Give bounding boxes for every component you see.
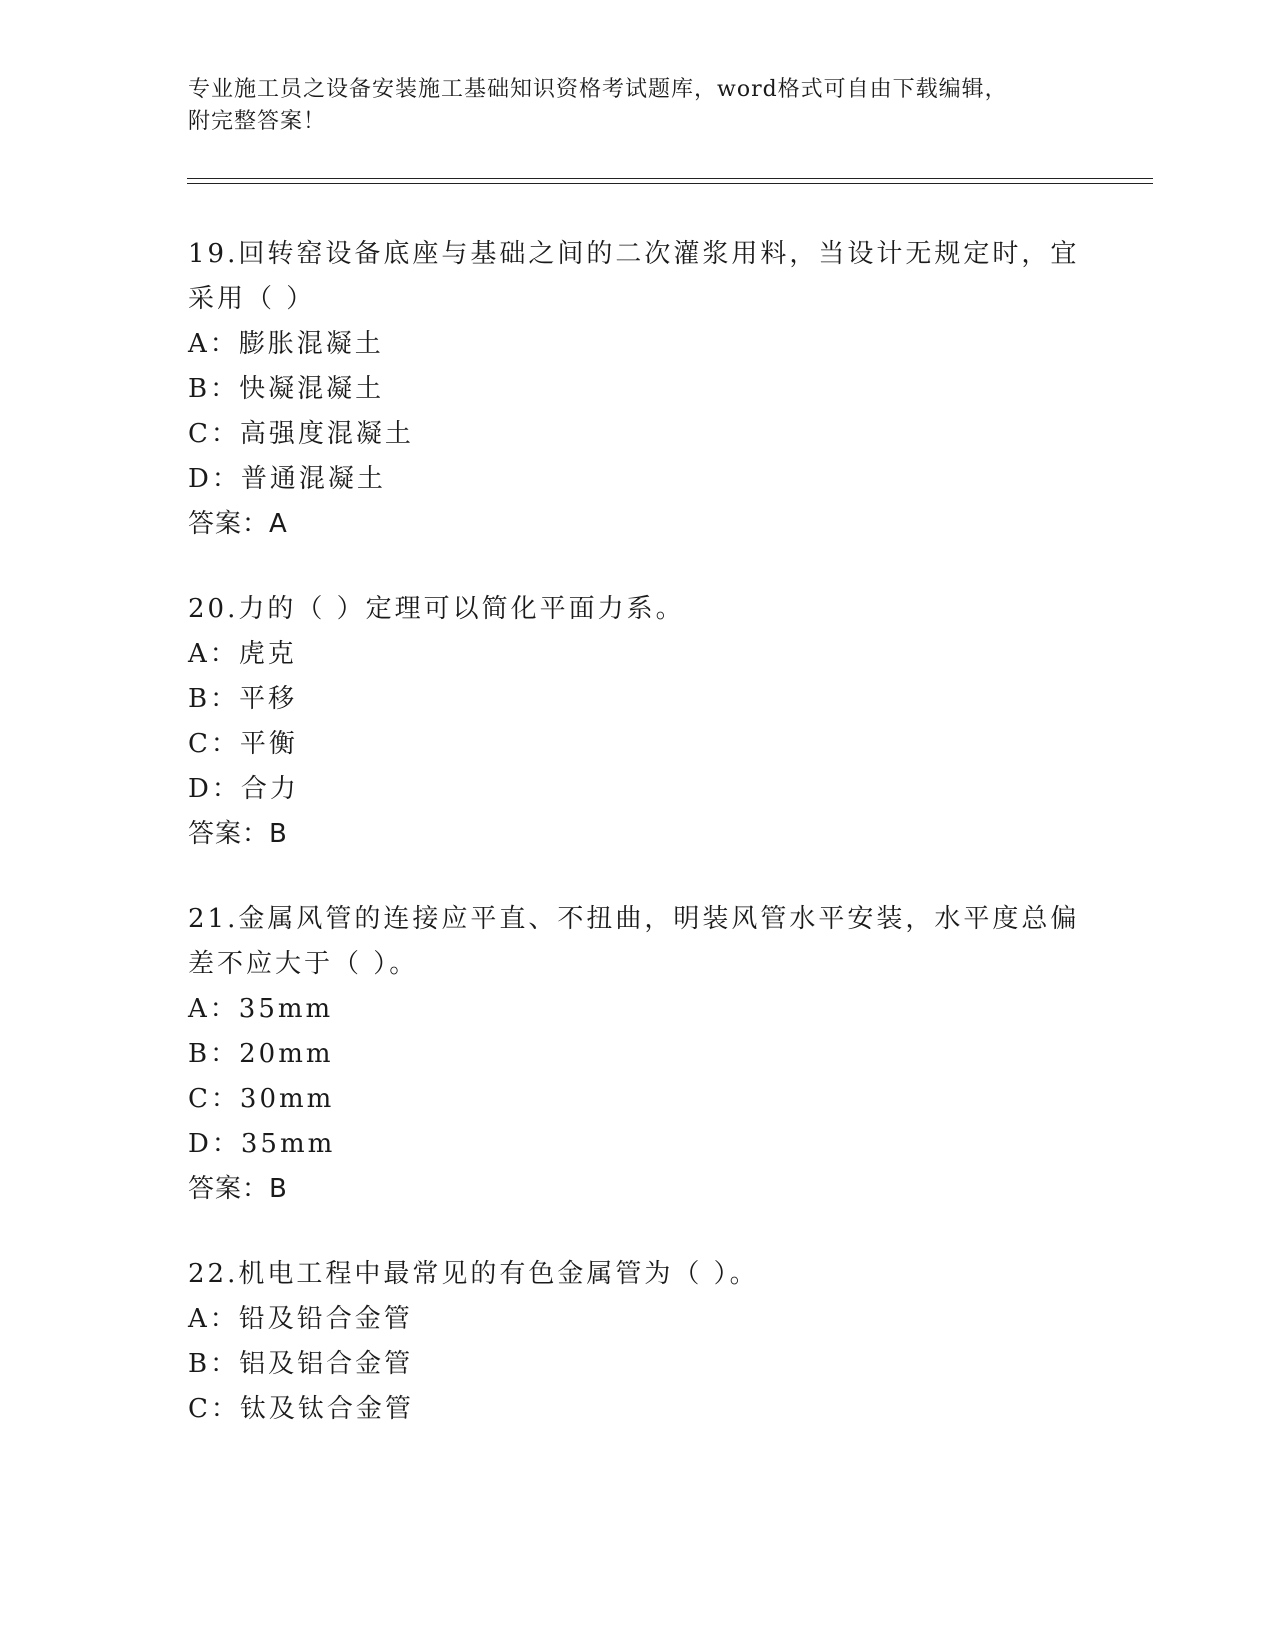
answer-line: 答案：B xyxy=(188,1174,288,1204)
option-c xyxy=(188,412,1088,457)
option-key: C： xyxy=(188,729,240,759)
question-stem: 21.金属风管的连接应平直、不扭曲，明装风管水平安装，水平度总偏 xyxy=(188,904,1080,934)
header-line-2: 附完整答案！ xyxy=(188,109,327,134)
option-text: 普通混凝土 xyxy=(240,464,386,494)
option-text: 高强度混凝土 xyxy=(239,419,414,449)
question-stem: 20.力的（ ）定理可以简化平面力系。 xyxy=(188,594,685,624)
question-19 xyxy=(188,232,1088,547)
option-a xyxy=(188,322,1088,367)
option-b xyxy=(188,677,1088,722)
question-list xyxy=(188,232,1088,1472)
option-d xyxy=(188,457,1088,502)
option-key: A： xyxy=(188,1304,239,1334)
option-key: D： xyxy=(188,774,241,804)
option-text: 20mm xyxy=(239,1039,334,1069)
option-key: B： xyxy=(188,684,240,714)
option-key: D： xyxy=(188,1129,241,1159)
option-b xyxy=(188,1032,1088,1077)
option-a xyxy=(188,1297,1088,1342)
header-divider-bottom xyxy=(187,183,1153,184)
header-line-1: 专业施工员之设备安装施工基础知识资格考试题库，word格式可自由下载编辑， xyxy=(188,77,1008,102)
option-text: 平衡 xyxy=(239,729,298,759)
option-key: A： xyxy=(188,994,239,1024)
option-b xyxy=(188,1342,1088,1387)
option-text: 合力 xyxy=(240,774,299,804)
option-c xyxy=(188,1387,1088,1432)
option-b xyxy=(188,367,1088,412)
option-key: C： xyxy=(188,419,240,449)
option-text: 35mm xyxy=(240,1129,336,1159)
document-header xyxy=(188,74,1068,138)
option-key: A： xyxy=(188,639,239,669)
option-d xyxy=(188,1122,1088,1167)
option-key: C： xyxy=(188,1394,240,1424)
option-key: C： xyxy=(188,1084,240,1114)
option-text: 30mm xyxy=(239,1084,335,1114)
option-text: 铅及铅合金管 xyxy=(238,1304,413,1334)
option-text: 膨胀混凝土 xyxy=(238,329,384,359)
option-a xyxy=(188,987,1088,1032)
question-stem: 19.回转窑设备底座与基础之间的二次灌浆用料，当设计无规定时，宜 xyxy=(188,239,1080,269)
option-d xyxy=(188,767,1088,812)
answer-line: 答案：B xyxy=(188,819,288,849)
option-text: 虎克 xyxy=(238,639,297,669)
option-key: B： xyxy=(188,374,240,404)
option-key: D： xyxy=(188,464,241,494)
header-divider-top xyxy=(187,178,1153,179)
option-key: B： xyxy=(188,1349,240,1379)
answer-line: 答案：A xyxy=(188,509,288,539)
option-text: 钛及钛合金管 xyxy=(239,1394,414,1424)
option-c xyxy=(188,1077,1088,1122)
option-a xyxy=(188,632,1088,677)
option-key: A： xyxy=(188,329,239,359)
option-text: 铝及铝合金管 xyxy=(239,1349,414,1379)
option-key: B： xyxy=(188,1039,240,1069)
question-20 xyxy=(188,587,1088,857)
question-stem-continued: 差不应大于（ ）。 xyxy=(188,949,419,979)
question-21 xyxy=(188,897,1088,1212)
option-text: 35mm xyxy=(238,994,334,1024)
option-text: 快凝混凝土 xyxy=(239,374,385,404)
question-22 xyxy=(188,1252,1088,1432)
question-stem: 22.机电工程中最常见的有色金属管为（ ）。 xyxy=(188,1259,759,1289)
option-c xyxy=(188,722,1088,767)
option-text: 平移 xyxy=(239,684,298,714)
question-stem-continued: 采用（ ） xyxy=(188,284,316,314)
